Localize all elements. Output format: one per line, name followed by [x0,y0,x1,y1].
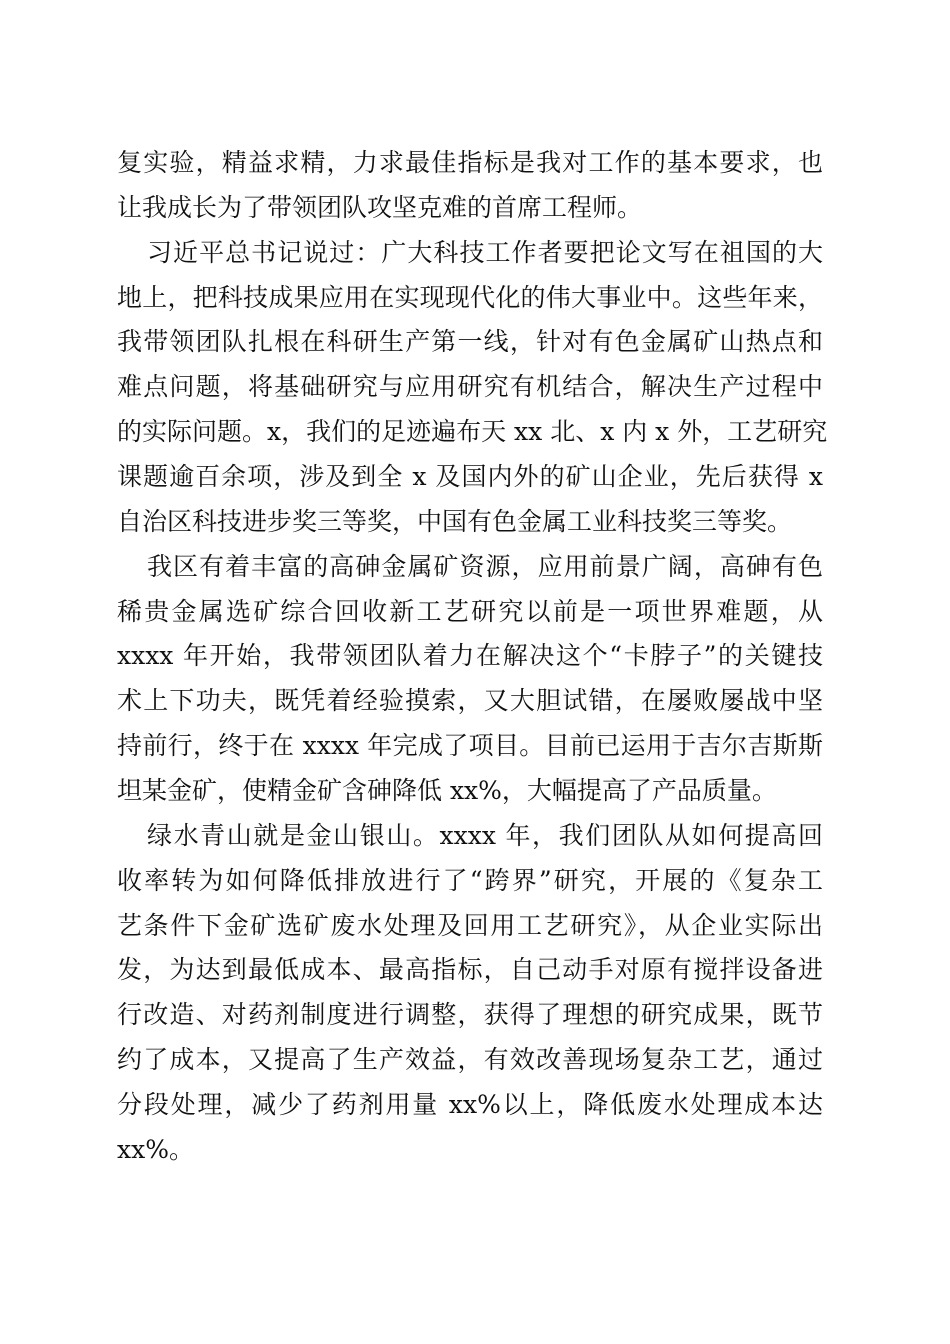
paragraph [117,141,823,231]
paragraph [117,545,823,814]
text-line: 自治区科技进步奖三等奖，中国有色金属工业科技奖三等奖。 [117,506,793,536]
paragraph [117,231,828,545]
text-line: 收率转为如何降低排放进行了“跨界”研究，开展的《复杂工 [117,865,823,895]
text-line: 的实际问题。x，我们的足迹遍布天 xx 北、x 内 x 外，工艺研究 [117,417,828,447]
text-line: 复实验，精益求精，力求最佳指标是我对工作的基本要求，也 [117,148,823,177]
text-line: 地上，把科技成果应用在实现现代化的伟大事业中。这些年来， [117,282,823,312]
text-line: 术上下功夫，既凭着经验摸索，又大胆试错，在屡败屡战中坚 [117,686,823,716]
text-line: xxxx 年开始，我带领团队着力在解决这个“卡脖子”的关键技 [117,641,823,671]
text-line: 课题逾百余项，涉及到全 x 及国内外的矿山企业，先后获得 x [117,462,823,492]
text-line: 发，为达到最低成本、最高指标，自己动手对原有搅拌设备进 [117,955,823,985]
text-line: 稀贵金属选矿综合回收新工艺研究以前是一项世界难题，从 [117,596,823,626]
text-line: 难点问题，将基础研究与应用研究有机结合，解决生产过程中 [117,372,823,402]
text-line: 让我成长为了带领团队攻坚克难的首席工程师。 [117,192,643,222]
text-line: 坦某金矿，使精金矿含砷降低 xx%，大幅提高了产品质量。 [117,776,777,806]
document-body [117,141,828,1173]
text-line: xx%。 [117,1134,194,1164]
paragraph [117,814,823,1173]
text-line: 艺条件下金矿选矿废水处理及回用工艺研究》，从企业实际出 [117,910,823,940]
text-line: 绿水青山就是金山银山。xxxx 年，我们团队从如何提高回 [147,820,823,850]
text-line: 我带领团队扎根在科研生产第一线，针对有色金属矿山热点和 [117,327,823,357]
text-line: 行改造、对药剂制度进行调整，获得了理想的研究成果，既节 [117,1000,823,1030]
text-line: 我区有着丰富的高砷金属矿资源，应用前景广阔，高砷有色 [147,551,823,581]
text-line: 约了成本，又提高了生产效益，有效改善现场复杂工艺，通过 [117,1045,823,1075]
text-line: 习近平总书记说过：广大科技工作者要把论文写在祖国的大 [147,237,823,267]
text-line: 分段处理，减少了药剂用量 xx%以上，降低废水处理成本达 [117,1090,823,1120]
text-line: 持前行，终于在 xxxx 年完成了项目。目前已运用于吉尔吉斯斯 [117,731,823,761]
